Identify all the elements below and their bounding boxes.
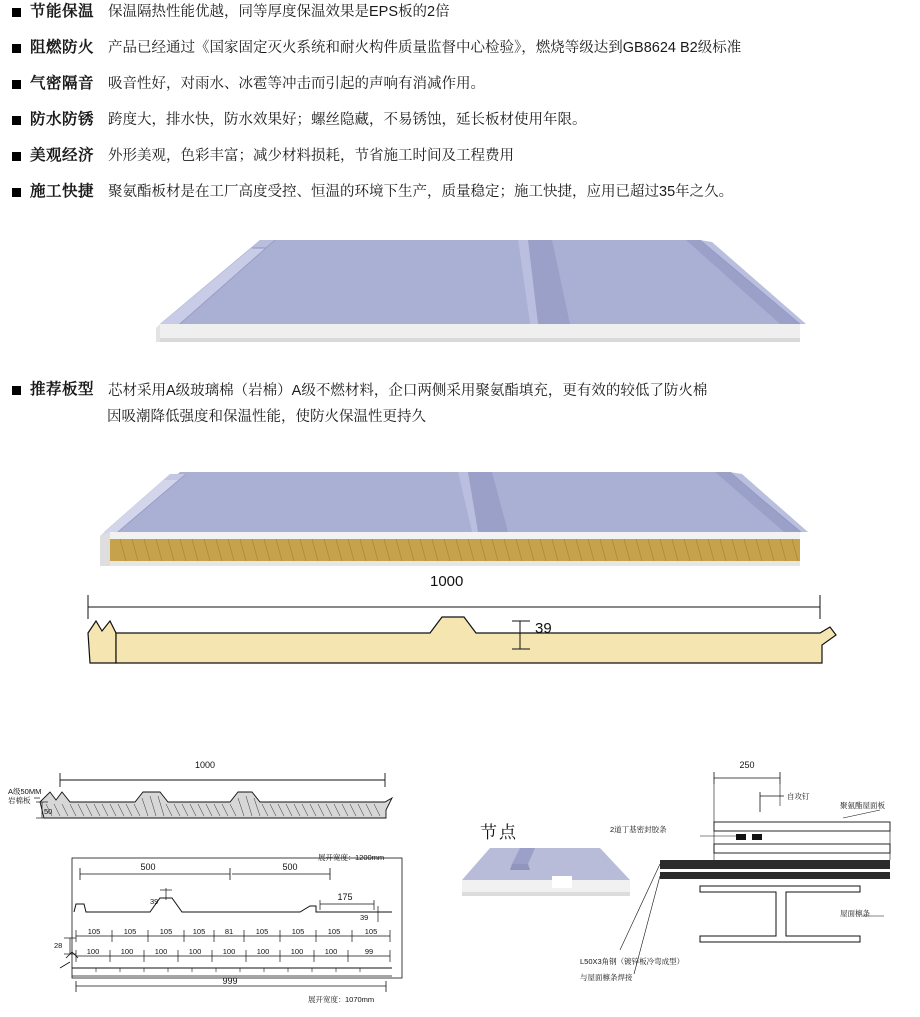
- dev-width-value-bottom: 1070mm: [345, 995, 375, 1004]
- core-note-line1: A级50MM: [8, 787, 42, 796]
- square-bullet-icon: [12, 8, 21, 17]
- rib-39b: 39: [360, 913, 369, 922]
- dev-width-label-top: 展开宽度：: [318, 853, 356, 862]
- edge-28: 28: [54, 941, 63, 950]
- square-bullet-icon: [12, 116, 21, 125]
- square-bullet-icon: [12, 44, 21, 53]
- square-bullet-icon: [12, 188, 21, 197]
- row2-cell: 100: [154, 947, 168, 956]
- recommended-panel-block: [12, 378, 912, 430]
- row1-cell: 105: [291, 927, 305, 936]
- row2-cell: 100: [222, 947, 236, 956]
- recommend-title: 推荐板型: [30, 381, 95, 398]
- feature-text: 产品已经通过《国家固定灭火系统和耐火构件质量监督中心检验》，燃烧等级达到GB8624 B2级标准: [108, 40, 742, 56]
- square-bullet-icon: [12, 80, 21, 89]
- square-bullet-icon: [12, 386, 21, 395]
- feature-text: 外形美观，色彩丰富；减少材料损耗，节省施工时间及工程费用: [108, 148, 515, 164]
- feature-title: 阻燃防火: [30, 39, 95, 56]
- dim-1000-top: 1000: [194, 760, 216, 770]
- feature-list: [0, 0, 920, 216]
- row1-cell: 105: [255, 927, 269, 936]
- row2-cell: 100: [290, 947, 304, 956]
- thickness-50: 50: [44, 807, 53, 816]
- feature-item: [0, 72, 920, 108]
- feature-item: [0, 108, 920, 144]
- recommend-line-2: 因吸潮降低强度和保温性能，使防火保温性更持久: [107, 409, 426, 425]
- callout-screw: 自攻钉: [787, 792, 810, 801]
- square-bullet-icon: [12, 152, 21, 161]
- callout-angle-line2: 与屋面檩条焊接: [580, 973, 633, 982]
- row2-cell: 100: [256, 947, 270, 956]
- recommend-line-1: 芯材采用A级玻璃棉（岩棉）A级不燃材料，企口两侧采用聚氨酯填充，更有效的较低了防火棉: [108, 383, 708, 399]
- row2-cell: 100: [86, 947, 100, 956]
- row1-cell: 105: [364, 927, 378, 936]
- dev-width-value-top: 1200mm: [355, 853, 385, 862]
- node-title: 节点: [480, 823, 518, 842]
- feature-text: 跨度大，排水快，防水效果好；螺丝隐藏，不易锈蚀，延长板材使用年限。: [108, 112, 587, 128]
- half-width-right: 500: [282, 862, 298, 872]
- feature-title: 防水防锈: [30, 111, 95, 128]
- feature-item: [0, 0, 920, 36]
- callout-roof-panel: 聚氨酯屋面板: [840, 801, 885, 810]
- row2-cell: 100: [120, 947, 134, 956]
- technical-drawings: [0, 740, 920, 1017]
- callout-angle-line1: L50X3角钢（镀锌板冷弯成型）: [580, 957, 685, 966]
- dim-250: 250: [739, 760, 755, 770]
- rib-39: 39: [150, 897, 159, 906]
- row2-cell: 100: [324, 947, 338, 956]
- node-illustration: [462, 848, 630, 896]
- feature-text: 吸音性好，对雨水、冰雹等冲击而引起的声响有消减作用。: [108, 76, 486, 92]
- dev-width-label-bottom: 展开宽度：: [308, 995, 346, 1004]
- total-999: 999: [222, 976, 238, 986]
- rockwool-panel-illustration: [60, 460, 850, 575]
- row1-cell: 105: [123, 927, 137, 936]
- feature-text: 聚氨酯板材是在工厂高度受控、恒温的环境下生产，质量稳定；施工快捷，应用已超过35年之久。: [108, 184, 734, 200]
- callout-purlin: 屋面檩条: [840, 909, 870, 918]
- feature-text: 保温隔热性能优越，同等厚度保温效果是EPS板的2倍: [108, 4, 450, 20]
- feature-title: 美观经济: [30, 147, 95, 164]
- feature-title: 气密隔音: [30, 75, 95, 92]
- row1-cell: 105: [87, 927, 101, 936]
- row1-cell: 105: [327, 927, 341, 936]
- row2-cell: 100: [188, 947, 202, 956]
- row1-cell: 105: [159, 927, 173, 936]
- core-note-line2: 岩棉板: [8, 796, 31, 805]
- feature-item: [0, 144, 920, 180]
- section-width-label: 1000: [430, 573, 464, 590]
- callout-sealant: 2道丁基密封胶条: [610, 825, 667, 834]
- roof-panel-illustration: [100, 212, 820, 372]
- row1-cell: 81: [224, 927, 234, 936]
- row2-cell: 99: [364, 947, 374, 956]
- feature-title: 节能保温: [30, 3, 95, 20]
- feature-item: [0, 36, 920, 72]
- rib-175: 175: [337, 892, 353, 902]
- row1-cell: 105: [192, 927, 206, 936]
- section-thickness-label: 39: [535, 620, 552, 637]
- feature-title: 施工快捷: [30, 183, 95, 200]
- half-width-left: 500: [140, 862, 156, 872]
- cross-section-dimensions: [60, 575, 860, 695]
- feature-item: [0, 180, 920, 216]
